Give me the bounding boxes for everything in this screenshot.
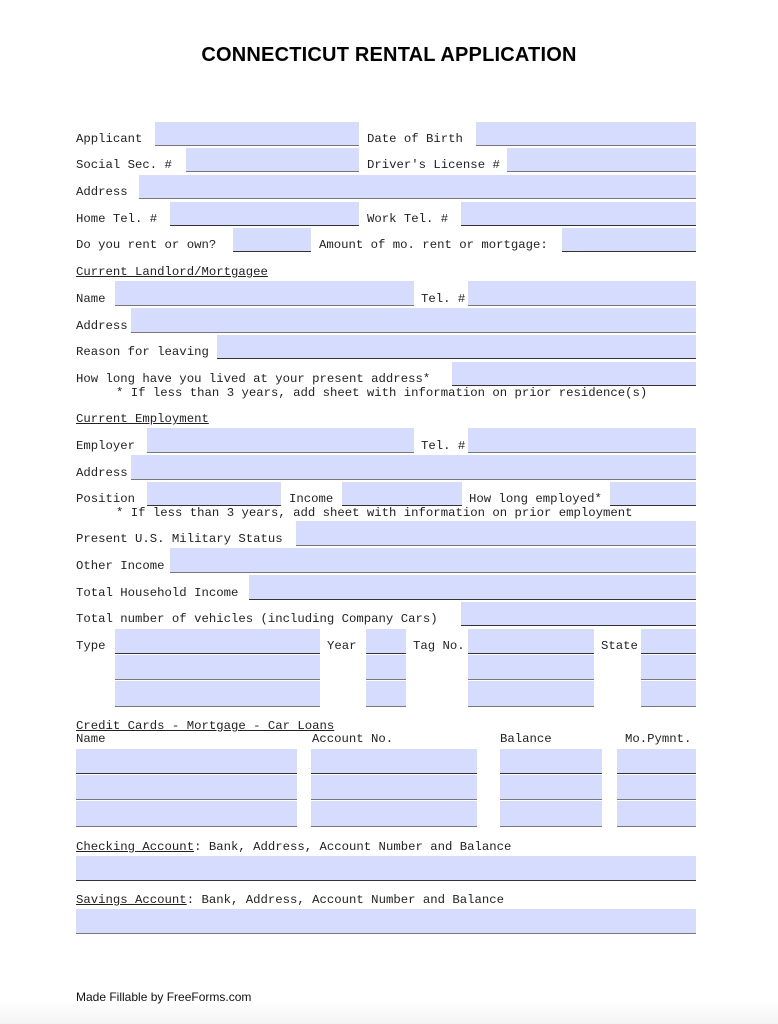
credit-name-field-2[interactable] xyxy=(76,775,297,800)
rent-amount-label: Amount of mo. rent or mortgage: xyxy=(319,238,548,252)
ssn-label: Social Sec. # xyxy=(76,158,172,172)
employer-tel-label: Tel. # xyxy=(421,439,466,453)
credit-account-field-3[interactable] xyxy=(311,801,477,827)
vehicles-count-label: Total number of vehicles (including Company Cars) xyxy=(76,612,438,626)
rent-own-label: Do you rent or own? xyxy=(76,238,217,252)
vehicle-tag-field-2[interactable] xyxy=(468,655,594,680)
reason-leaving-label: Reason for leaving xyxy=(76,345,209,359)
drivers-license-label: Driver's License # xyxy=(367,158,500,172)
credit-heading: Credit Cards - Mortgage - Car Loans xyxy=(76,719,335,733)
dob-field[interactable] xyxy=(476,122,696,146)
vehicle-state-field-3[interactable] xyxy=(641,681,696,707)
position-label: Position xyxy=(76,492,136,506)
credit-payment-field-2[interactable] xyxy=(617,775,696,800)
employment-heading: Current Employment xyxy=(76,412,209,426)
credit-payment-field-3[interactable] xyxy=(617,801,696,827)
address-field[interactable] xyxy=(139,175,696,199)
dob-label: Date of Birth xyxy=(367,132,463,146)
landlord-heading: Current Landlord/Mortgagee xyxy=(76,265,268,279)
checking-account-field[interactable] xyxy=(76,856,696,881)
employer-field[interactable] xyxy=(147,428,414,453)
credit-col-account: Account No. xyxy=(312,732,394,746)
military-status-label: Present U.S. Military Status xyxy=(76,532,283,546)
vehicle-tag-field-1[interactable] xyxy=(468,629,594,654)
applicant-label: Applicant xyxy=(76,132,143,146)
work-tel-label: Work Tel. # xyxy=(367,212,449,226)
checking-label xyxy=(76,840,511,854)
work-tel-field[interactable] xyxy=(461,202,696,226)
credit-name-field-1[interactable] xyxy=(76,749,297,774)
vehicle-year-field-2[interactable] xyxy=(366,655,406,680)
vehicles-count-field[interactable] xyxy=(461,602,696,626)
vehicle-type-field-3[interactable] xyxy=(115,681,320,707)
vehicle-type-label: Type xyxy=(76,639,106,653)
residence-note: * If less than 3 years, add sheet with information on prior residence(s) xyxy=(116,386,648,400)
checking-heading: Checking Account xyxy=(76,840,195,854)
credit-col-name: Name xyxy=(76,732,106,746)
vehicle-year-label: Year xyxy=(327,639,357,653)
credit-name-field-3[interactable] xyxy=(76,801,297,827)
vehicle-state-field-1[interactable] xyxy=(641,629,696,654)
employer-label: Employer xyxy=(76,439,136,453)
savings-heading: Savings Account xyxy=(76,893,187,907)
credit-balance-field-2[interactable] xyxy=(500,775,602,800)
employment-note: * If less than 3 years, add sheet with information on prior employment xyxy=(116,506,633,520)
applicant-field[interactable] xyxy=(155,122,359,146)
landlord-name-label: Name xyxy=(76,292,106,306)
credit-col-balance: Balance xyxy=(500,732,552,746)
vehicle-year-field-1[interactable] xyxy=(366,629,406,654)
drivers-license-field[interactable] xyxy=(507,148,696,172)
footer-credit: Made Fillable by FreeForms.com xyxy=(76,990,252,1004)
ssn-field[interactable] xyxy=(186,148,359,172)
landlord-address-label: Address xyxy=(76,319,128,333)
savings-label xyxy=(76,893,504,907)
landlord-name-field[interactable] xyxy=(115,281,414,306)
other-income-label: Other Income xyxy=(76,559,165,573)
vehicle-tag-label: Tag No. xyxy=(413,639,465,653)
income-label: Income xyxy=(289,492,334,506)
vehicle-tag-field-3[interactable] xyxy=(468,681,594,707)
how-long-address-field[interactable] xyxy=(452,362,696,386)
checking-desc: : Bank, Address, Account Number and Balance xyxy=(194,840,512,854)
vehicle-type-field-1[interactable] xyxy=(115,629,320,654)
home-tel-field[interactable] xyxy=(170,202,359,226)
other-income-field[interactable] xyxy=(170,548,696,573)
how-long-employed-label: How long employed* xyxy=(469,492,602,506)
how-long-address-label: How long have you lived at your present address* xyxy=(76,372,431,386)
vehicle-state-label: State xyxy=(601,639,638,653)
employer-tel-field[interactable] xyxy=(468,428,696,453)
savings-account-field[interactable] xyxy=(76,909,696,934)
home-tel-label: Home Tel. # xyxy=(76,212,158,226)
savings-desc: : Bank, Address, Account Number and Balance xyxy=(186,893,505,907)
credit-col-payment: Mo.Pymnt. xyxy=(625,732,692,746)
credit-balance-field-1[interactable] xyxy=(500,749,602,774)
landlord-tel-field[interactable] xyxy=(468,281,696,306)
income-field[interactable] xyxy=(342,482,462,506)
credit-account-field-2[interactable] xyxy=(311,775,477,800)
employer-address-label: Address xyxy=(76,466,128,480)
how-long-employed-field[interactable] xyxy=(610,482,696,506)
rent-amount-field[interactable] xyxy=(562,228,696,252)
landlord-address-field[interactable] xyxy=(131,308,696,333)
address-label: Address xyxy=(76,185,128,199)
employer-address-field[interactable] xyxy=(131,455,696,480)
rent-own-field[interactable] xyxy=(233,228,311,252)
household-income-field[interactable] xyxy=(249,575,696,600)
vehicle-state-field-2[interactable] xyxy=(641,655,696,680)
credit-payment-field-1[interactable] xyxy=(617,749,696,774)
reason-leaving-field[interactable] xyxy=(217,335,696,359)
position-field[interactable] xyxy=(147,482,281,506)
credit-account-field-1[interactable] xyxy=(311,749,477,774)
landlord-tel-label: Tel. # xyxy=(421,292,466,306)
military-status-field[interactable] xyxy=(296,521,696,546)
household-income-label: Total Household Income xyxy=(76,586,239,600)
page-title: CONNECTICUT RENTAL APPLICATION xyxy=(201,44,577,66)
vehicle-year-field-3[interactable] xyxy=(366,681,406,707)
vehicle-type-field-2[interactable] xyxy=(115,655,320,680)
credit-balance-field-3[interactable] xyxy=(500,801,602,827)
